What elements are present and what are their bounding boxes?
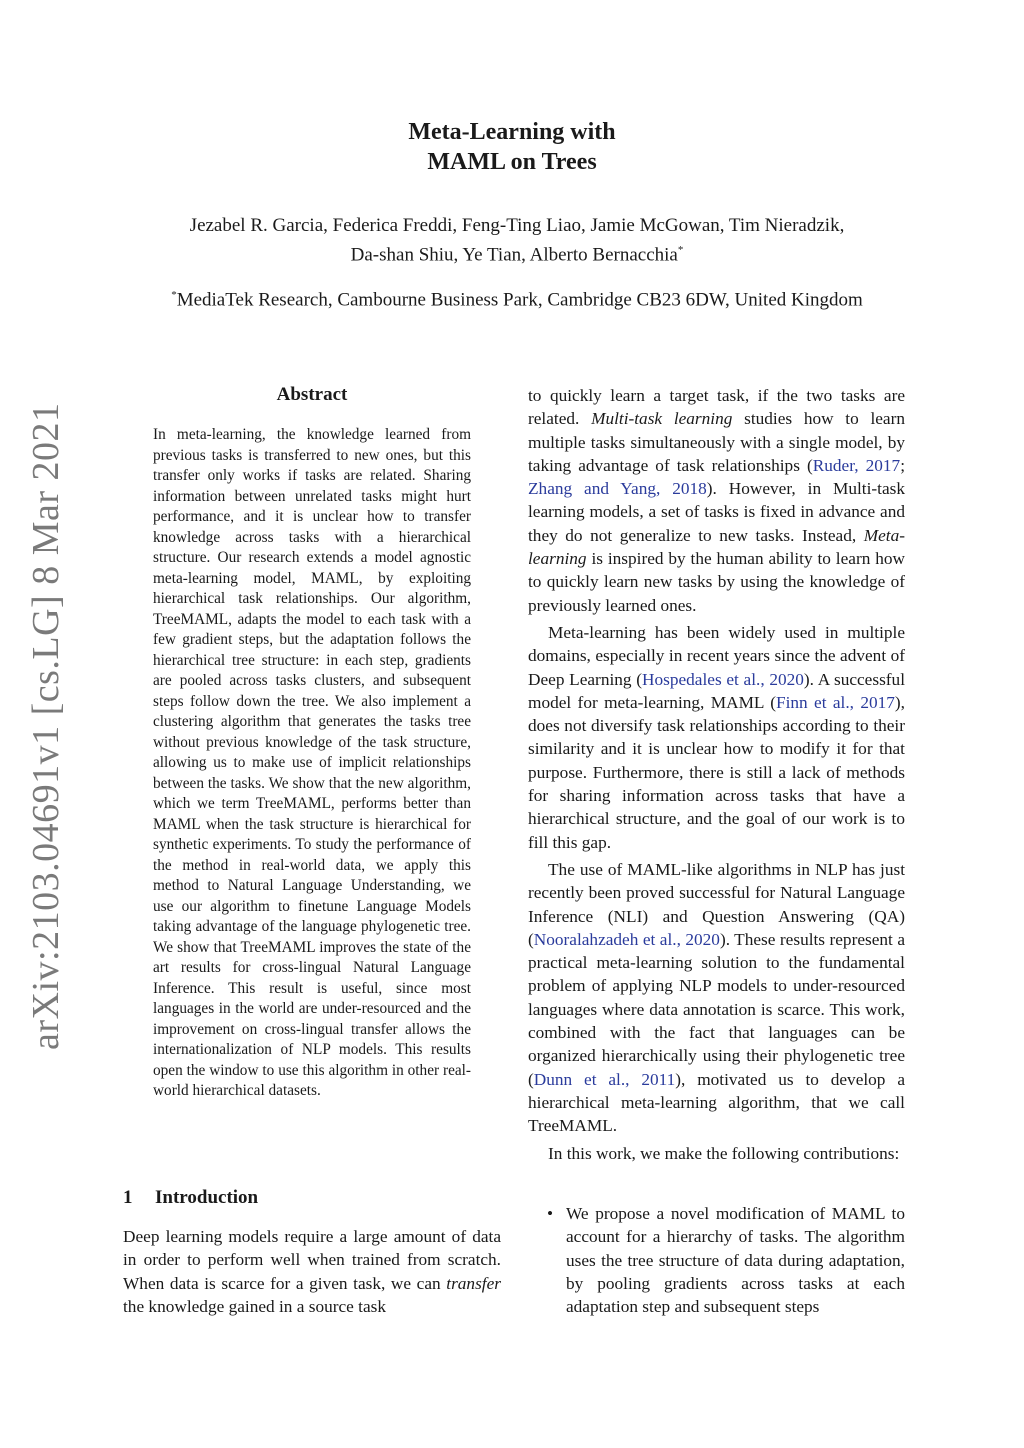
intro-text-b: the knowledge gained in a source task bbox=[123, 1296, 386, 1316]
p2-text-c: ), does not diversify task relationships according to their similarity and it is unclear how to modify it for that purpose. Furthermore, there is still a lack of methods for sharing information across tasks that have a hierarchical structure, and the goal of our work is to fill this gap. bbox=[528, 692, 905, 852]
paragraph-meta-learning bbox=[528, 621, 905, 854]
p1-text-e: is inspired by the human ability to learn how to quickly learn new tasks by using the knowledge of previously learned ones. bbox=[528, 549, 905, 615]
p1-emphasis-1: Multi-task learning bbox=[591, 409, 733, 429]
author-list bbox=[0, 213, 1024, 267]
paragraph-continued bbox=[528, 384, 905, 617]
arxiv-identifier: arXiv:2103.04691v1 [cs.LG] 8 Mar 2021 bbox=[25, 402, 67, 1050]
contribution-text: We propose a novel modification of MAML to account for a hierarchy of tasks. The algorithm uses the tree structure of data during adaptation, by pooling gradients across tasks at each adaptation step and subsequent steps bbox=[566, 1204, 905, 1317]
paragraph-contributions-intro: In this work, we make the following contributions: bbox=[548, 1143, 900, 1163]
right-column bbox=[528, 384, 905, 1165]
intro-emphasis: transfer bbox=[446, 1273, 501, 1293]
section-heading-introduction bbox=[123, 1186, 503, 1210]
authors-line-2-text: Da-shan Shiu, Ye Tian, Alberto Bernacchia bbox=[350, 244, 678, 266]
introduction-paragraph-1 bbox=[123, 1225, 501, 1318]
author-affiliation-mark: * bbox=[677, 244, 684, 256]
p3-text-a: The use of MAML-like algorithms in NLP has just recently been proved successful for Natural Language Inference (NLI) and Question Answering (QA) ( bbox=[528, 859, 905, 949]
intro-text-a: Deep learning models require a large amount of data in order to perform well when trained from scratch. When data is scarce for a given task, we can bbox=[123, 1227, 501, 1293]
citation-link[interactable]: Nooralahzadeh et al., 2020 bbox=[533, 929, 720, 949]
section-number: 1 bbox=[123, 1187, 133, 1208]
section-title: Introduction bbox=[155, 1187, 259, 1208]
citation-link[interactable]: Dunn et al., 2011 bbox=[533, 1069, 676, 1089]
abstract-body: In meta-learning, the knowledge learned from previous tasks is transferred to new ones, but this transfer only works if tasks are related. Sharing information between unrelated tasks might hurt performance, and it is unclear how to transfer knowledge across tasks with a hierarchical structure. Our research extends a model agnostic meta-learning model, MAML, by exploiting hierarchical task relationships. Our algorithm, TreeMAML, adapts the model to each task with a few gradient steps, but the adaptation follows the hierarchical tree structure: in each step, gradients are pooled across tasks clusters, and subsequent steps follow down the tree. We also implement a clustering algorithm that generates the tasks tree without previous knowledge of the task structure, allowing us to make use of implicit relationships between the tasks. We show that the new algorithm, which we term TreeMAML, performs better than MAML when the task structure is hierarchical for synthetic experiments. To study the performance of the method in real-world data, we apply this method to Natural Language Understanding, we use our algorithm to finetune Language Models taking advantage of the language phylogenetic tree. We show that TreeMAML improves the state of the art results for cross-lingual Natural Language Inference. This result is useful, since most languages in the world are under-resourced and the improvement on cross-lingual transfer allows the internationalization of NLP models. This results open the window to use this algorithm in other real-world hierarchical datasets. bbox=[153, 426, 471, 1099]
p1-text-a: to quickly learn a target task, if the two tasks are related. bbox=[528, 386, 905, 429]
affiliation-mark: * bbox=[171, 289, 177, 301]
title-line-2: MAML on Trees bbox=[427, 149, 597, 175]
authors-line-1: Jezabel R. Garcia, Federica Freddi, Feng-Ting Liao, Jamie McGowan, Tim Nieradzik, bbox=[189, 215, 845, 236]
citation-link[interactable]: Hospedales et al., 2020 bbox=[642, 669, 804, 689]
p2-text-b: ). A successful model for meta-learning, MAML ( bbox=[528, 669, 905, 712]
p3-text-b: ). These results represent a practical meta-learning solution to the fundamental problem of applying NLP models to under-resourced languages where data annotation is scarce. This work, combined with the fact that languages can be organized hierarchically using their phylogenetic tree ( bbox=[528, 929, 905, 1089]
affiliation bbox=[0, 283, 1024, 312]
title-line-1: Meta-Learning with bbox=[408, 119, 616, 145]
p1-emphasis-2: Meta-learning bbox=[528, 525, 905, 569]
affiliation-text: MediaTek Research, Cambourne Business Park, Cambridge CB23 6DW, United Kingdom bbox=[176, 289, 863, 311]
p3-text-c: ), motivated us to develop a hierarchical meta-learning algorithm, that we call TreeMAML. bbox=[528, 1069, 905, 1136]
bullet-icon: • bbox=[547, 1204, 554, 1223]
contribution-list-item bbox=[547, 1202, 905, 1318]
p1-text-b: studies how to learn multiple tasks simultaneously with a single model, by taking advantage of task relationships ( bbox=[528, 409, 905, 475]
paper-title bbox=[0, 117, 1024, 177]
authors-line-2 bbox=[0, 238, 1024, 267]
p2-text-a: Meta-learning has been widely used in multiple domains, especially in recent years since the advent of Deep Learning ( bbox=[528, 622, 905, 689]
citation-link[interactable]: Ruder, 2017 bbox=[812, 455, 901, 475]
citation-link[interactable]: Finn et al., 2017 bbox=[775, 692, 895, 712]
p1-text-c: ; bbox=[900, 455, 905, 475]
abstract-heading: Abstract bbox=[276, 384, 348, 405]
paragraph-nlp bbox=[528, 858, 905, 1138]
p1-text-d: ). However, in Multi-task learning models, a set of tasks is fixed in advance and they do not generalize to new tasks. Instead, bbox=[528, 479, 905, 545]
citation-link[interactable]: Zhang and Yang, 2018 bbox=[528, 479, 707, 499]
